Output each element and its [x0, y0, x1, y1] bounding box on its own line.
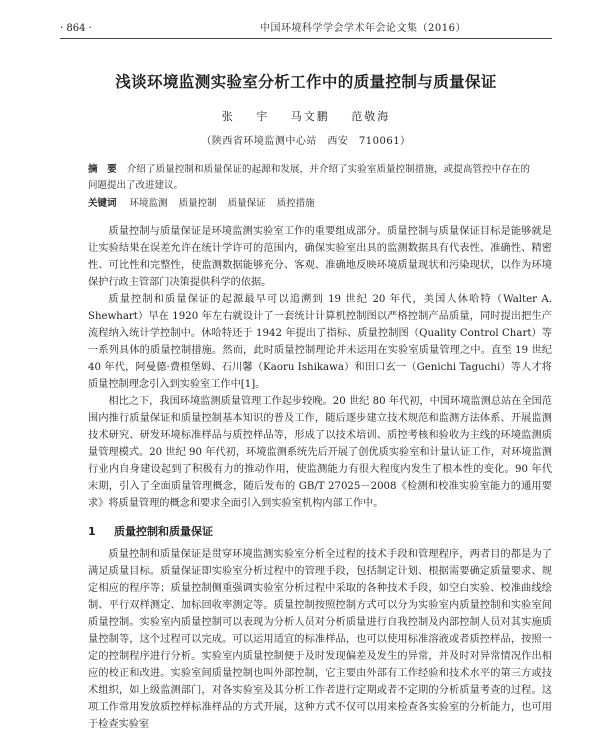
- section-heading: [88, 523, 552, 540]
- body-paragraph: 质量控制和质量保证的起源最早可以追溯到 19 世纪 20 年代，美国人休哈特（Walter A. Shewhart）早在 1920 年左右就设计了一套统计计算机控制图以严格控制产品质量，同时提出把生产流程纳入统计学控制中。休哈特还于 1942 年提出了指标、质量控制图（Quality Control Chart）等一系列具体的质量控制措施。然而，此时质量控制理论并未运用在实验室质量管理之中。直至 19 世纪 40 年代，阿曼德·费根堡姆、石川馨（Kaoru Ishikawa）和田口玄一（Genichi Taguchi）等人才将质量控制理念引入到实验室工作中[1]。: [88, 294, 552, 390]
- author-name: 张 宇: [221, 110, 270, 123]
- page-number: · 864 ·: [60, 23, 92, 34]
- abstract: [88, 162, 530, 194]
- keywords: [88, 196, 530, 212]
- author-list: [60, 108, 552, 124]
- keyword: 质量控制: [178, 198, 217, 209]
- section-number: 1: [88, 525, 96, 538]
- abstract-text: 介绍了质量控制和质量保证的起源和发展，并介绍了实验室质量控制措施，或提高管控中存在的问题提出了改进建议。: [88, 164, 530, 191]
- body-text: [88, 223, 552, 733]
- author-name: 范敬海: [351, 110, 391, 123]
- running-header: [60, 22, 552, 39]
- body-paragraph: 质量控制和质量保证是贯穿环境监测实验室分析全过程的技术手段和管理程序，两者目的都是为了满足质量目标。质量保证即实验室分析过程中的管理手段，包括制定计划、根据需要确定质量要求、规定相应的程序等；质量控制侧重强调实验室分析过程中采取的各种技术手段，如空白实验、校准曲线绘制、平行双样测定、加标回收率测定等。质量控制按照控制方式可以分为实验室内质量控制和实验室间质量控制。实验室内质量控制可以表现为分析人员对分析质量进行自我控制及内部控制人员对其实施质量控制等，这个过程可以完成。可以运用适宜的标准样品，也可以使用标准溶液或者质控样品，按照一定的控制程序进行分析。实验室内质量控制便于及时发现偏差及发生的异常，并及时对异常情况作出相应的校正和改进。实验室间质量控制也叫外部控制，它主要由外部有工作经验和技术水平的第三方或技术组织，如上级监测部门，对各实验室及其分析工作者进行定期或者不定期的分析质量考查的过程。这项工作常用发放质控样标准样品的方式开展，这种方式不仅可以用来检查各实验室的分析能力，也可用于检查实验室: [88, 549, 552, 730]
- keyword: 质量保证: [227, 198, 266, 209]
- body-paragraph: 相比之下，我国环境监测质量管理工作起步较晚。20 世纪 80 年代初，中国环境监测总站在全国范围内推行质量保证和质量控制基本知识的普及工作，随后逐步建立技术规范和监测方法体系、开展监测技术研究、研发环境标准样品与质控样品等，形成了以技术培训、质控考核和验收为主线的环境监测质量管理模式。20 世纪 90 年代初，环境监测系统先后开展了创优质实验室和计量认证工作，对环境监测行业内自身建设起到了积极有力的推动作用，使监测能力有很大程度内发生了根本性的变化。90 年代末期，引入了全面质量管理概念，随后发布的 GB/T 27025－2008《检测和校准实验室能力的通用要求》将质量管理的概念和要求全面引入到实验室机构内部工作中。: [88, 396, 552, 509]
- keyword: 质控措施: [276, 198, 315, 209]
- author-affiliation: （陕西省环境监测中心站 西安 710061）: [201, 136, 411, 147]
- section-title: 质量控制和质量保证: [114, 525, 213, 538]
- keywords-label: 关键词: [88, 198, 117, 209]
- keyword: 环境监测: [129, 198, 168, 209]
- author-name: 马文鹏: [290, 110, 330, 123]
- body-paragraph: 质量控制与质量保证是环境监测实验室工作的重要组成部分。质量控制与质量保证目标是能够就是让实验结果在误差允许在统计学许可的范围内，确保实验室出具的监测数据具有代表性、准确性、精密性、可比性和完整性，使监测数据能够充分、客观、准确地反映环境质量现状和污染现状，以作为环境保护行政主管部门决策提供科学的依据。: [88, 226, 552, 288]
- journal-title: 中国环境科学学会学术年会论文集（2016）: [260, 23, 466, 34]
- article-title: 浅谈环境监测实验室分析工作中的质量控制与质量保证: [115, 73, 497, 91]
- abstract-label: 摘 要: [88, 164, 117, 175]
